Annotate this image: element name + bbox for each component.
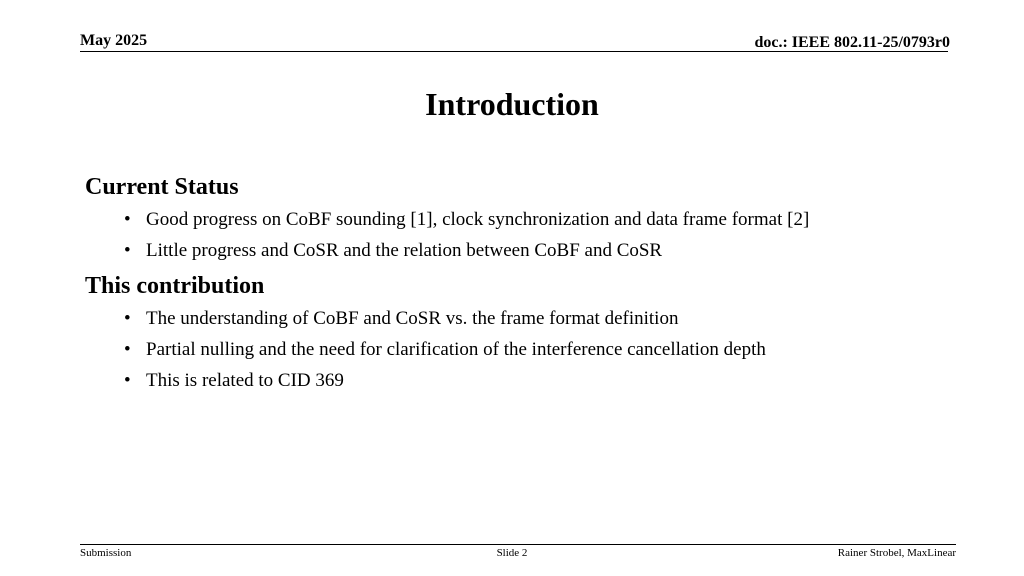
section-heading-current-status: Current Status bbox=[85, 174, 239, 200]
header-doc-id: doc.: IEEE 802.11-25/0793r0 bbox=[754, 34, 950, 51]
footer-slide-number: Slide 2 bbox=[496, 547, 528, 559]
bullet-item bbox=[124, 307, 678, 331]
bullet-item bbox=[124, 208, 809, 232]
bullet-text: Good progress on CoBF sounding [1], clock synchronization and data frame format [2] bbox=[146, 209, 810, 230]
bullet-icon: • bbox=[124, 339, 131, 360]
bullet-item bbox=[124, 239, 662, 263]
bullet-text: The understanding of CoBF and CoSR vs. the frame format definition bbox=[146, 308, 679, 329]
bullet-icon: • bbox=[124, 240, 131, 261]
bullet-icon: • bbox=[124, 370, 131, 391]
bullet-icon: • bbox=[124, 308, 131, 329]
bullet-text: Little progress and CoSR and the relation between CoBF and CoSR bbox=[146, 240, 663, 261]
header-divider bbox=[80, 51, 948, 52]
bullet-icon: • bbox=[124, 209, 131, 230]
header-date: May 2025 bbox=[80, 32, 148, 49]
section-heading-this-contribution: This contribution bbox=[85, 273, 265, 299]
bullet-text: This is related to CID 369 bbox=[146, 370, 344, 391]
slide-title: Introduction bbox=[425, 86, 599, 122]
bullet-item bbox=[124, 369, 344, 393]
bullet-text: Partial nulling and the need for clarification of the interference cancellation depth bbox=[146, 339, 766, 360]
bullet-item bbox=[124, 338, 766, 362]
footer-divider bbox=[80, 544, 956, 545]
footer-author: Rainer Strobel, MaxLinear bbox=[837, 547, 956, 559]
footer-submission: Submission bbox=[80, 547, 132, 559]
